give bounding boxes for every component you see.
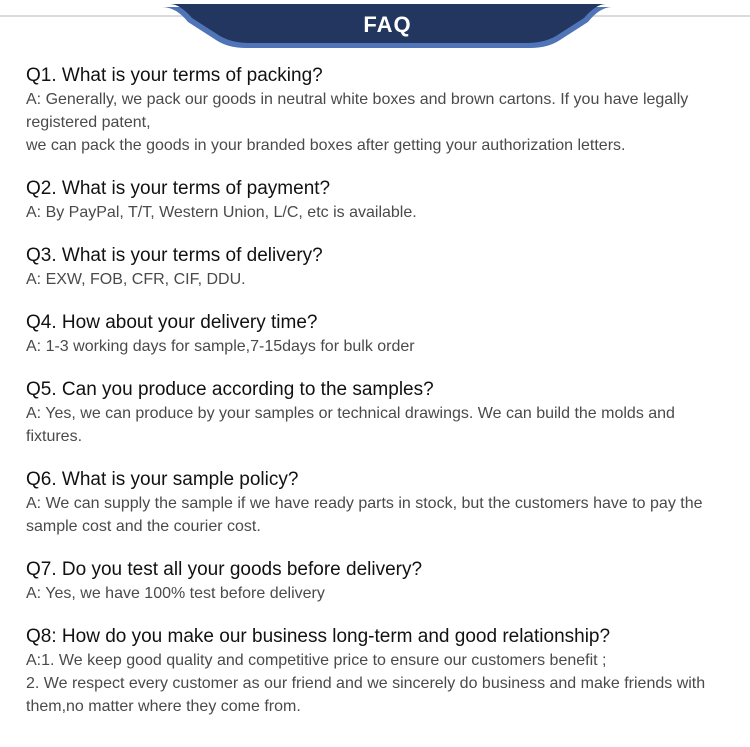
- faq-question: Q8: How do you make our business long-term and good relationship?: [26, 626, 611, 647]
- faq-answer-line: A: By PayPal, T/T, Western Union, L/C, etc is available.: [26, 204, 417, 221]
- faq-question: Q3. What is your terms of delivery?: [26, 245, 323, 266]
- faq-answer-line: A: We can supply the sample if we have ready parts in stock, but the customers have to pay the sample cost and the courier cost.: [26, 495, 703, 535]
- faq-item-8: [26, 625, 732, 718]
- faq-question: Q6. What is your sample policy?: [26, 469, 299, 490]
- faq-question: Q1. What is your terms of packing?: [26, 65, 323, 86]
- faq-answer-line: A: Yes, we can produce by your samples or technical drawings. We can build the molds and fixtures.: [26, 405, 675, 445]
- faq-item-4: [26, 311, 732, 358]
- faq-item-6: [26, 468, 732, 538]
- faq-answer-line: 2. We respect every customer as our friend and we sincerely do business and make friends with them,no matter where they come from.: [26, 675, 706, 715]
- faq-item-5: [26, 378, 732, 448]
- faq-answer-line: A: Generally, we pack our goods in neutral white boxes and brown cartons. If you have legally registered patent,: [26, 91, 689, 131]
- faq-item-2: [26, 177, 732, 224]
- faq-answer-line: A: Yes, we have 100% test before delivery: [26, 585, 325, 602]
- faq-list: [26, 64, 732, 738]
- faq-question: Q7. Do you test all your goods before delivery?: [26, 559, 423, 580]
- faq-question: Q5. Can you produce according to the samples?: [26, 379, 434, 400]
- faq-answer-line: A: EXW, FOB, CFR, CIF, DDU.: [26, 271, 246, 288]
- faq-question: Q2. What is your terms of payment?: [26, 178, 331, 199]
- page-title: FAQ: [363, 12, 412, 37]
- faq-answer-line: we can pack the goods in your branded boxes after getting your authorization letters.: [26, 137, 626, 154]
- faq-question: Q4. How about your delivery time?: [26, 312, 318, 333]
- faq-item-7: [26, 558, 732, 605]
- faq-answer-line: A: 1-3 working days for sample,7-15days for bulk order: [26, 338, 415, 355]
- faq-header-banner: [0, 0, 750, 56]
- faq-answer-line: A:1. We keep good quality and competitive price to ensure our customers benefit ;: [26, 652, 607, 669]
- faq-item-1: [26, 64, 732, 157]
- faq-item-3: [26, 244, 732, 291]
